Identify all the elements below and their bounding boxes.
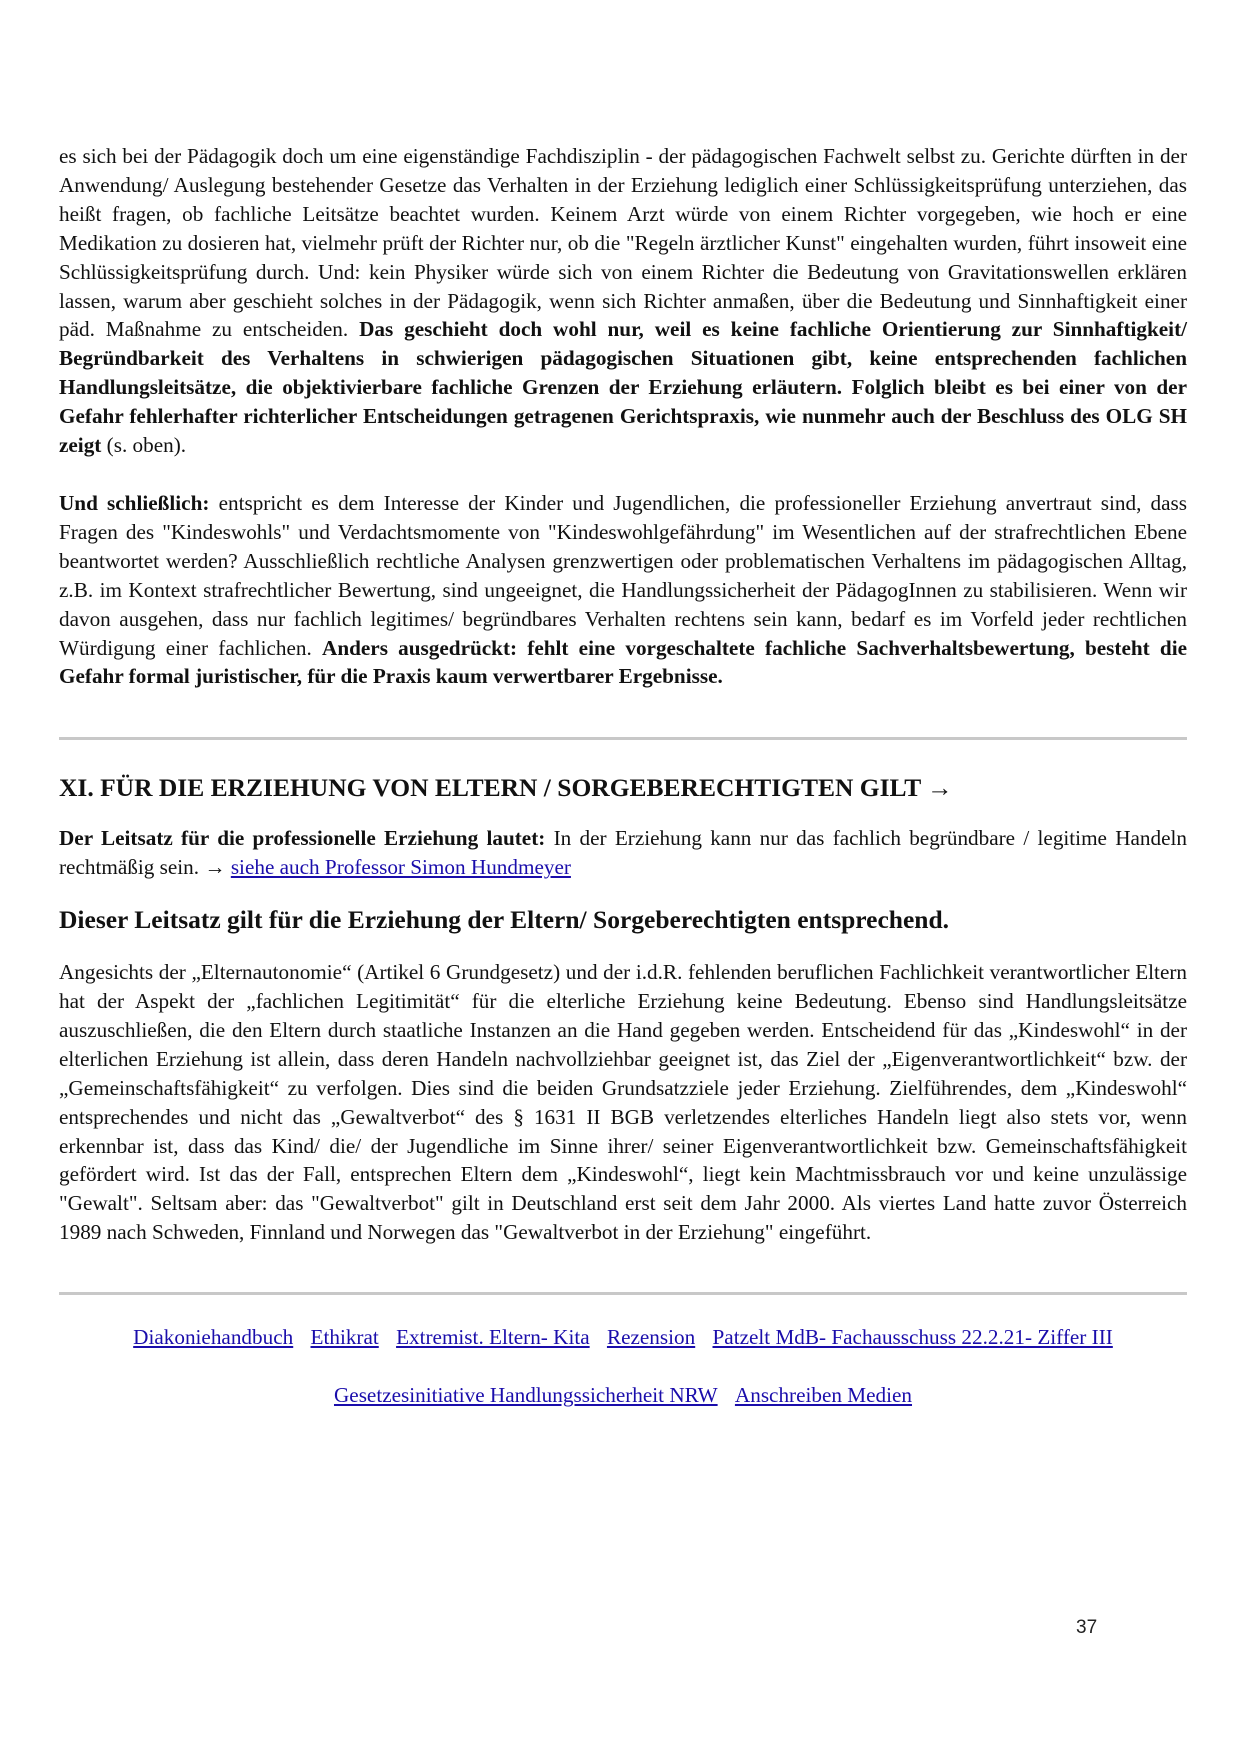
section-heading: XI. FÜR DIE ERZIEHUNG VON ELTERN / SORGEBERECHTIGTEN GILT → bbox=[59, 773, 953, 803]
paragraph-1 bbox=[59, 142, 1187, 460]
link-diakoniehandbuch[interactable]: Diakoniehandbuch bbox=[133, 1325, 294, 1350]
leitsatz-paragraph bbox=[59, 824, 1187, 882]
link-anschreiben-medien[interactable]: Anschreiben Medien bbox=[734, 1383, 913, 1408]
link-patzelt-mdb[interactable]: Patzelt MdB- Fachausschuss 22.2.21- Ziffer III bbox=[712, 1325, 1113, 1350]
section-subheading: Dieser Leitsatz gilt für die Erziehung der Eltern/ Sorgeberechtigten entsprechend. bbox=[59, 905, 950, 935]
hundmeyer-link[interactable]: siehe auch Professor Simon Hundmeyer bbox=[230, 855, 571, 880]
page-content bbox=[59, 142, 1187, 1410]
paragraph-2-bold: Anders ausgedrückt: fehlt eine vorgeschaltete fachliche Sachverhaltsbewertung, besteht die Gefahr formal juristischer, für die Praxis kaum verwertbarer Ergebnisse. bbox=[59, 635, 1188, 689]
paragraph-2-lead: Und schließlich: bbox=[59, 490, 210, 515]
paragraph-1-ref: (s. oben). bbox=[106, 433, 187, 458]
links-row-1 bbox=[59, 1323, 1187, 1352]
links-row-2 bbox=[59, 1381, 1187, 1410]
leitsatz-label: Der Leitsatz für die professionelle Erziehung lautet: bbox=[59, 826, 546, 851]
leitsatz-text: In der Erziehung kann nur das fachlich begründbare / legitime Handeln rechtmäßig sein. → bbox=[59, 826, 1188, 880]
paragraph-1-text: es sich bei der Pädagogik doch um eine eigenständige Fachdisziplin - der pädagogischen Fachwelt selbst zu. Gerichte dürften in der Anwendung/ Auslegung bestehender Gesetze das Verhalten in der Erziehung lediglich einer Schlüssigkeitsprüfung unterziehen, das heißt fragen, ob fachliche Leitsätze beachtet wurden. Keinem Arzt würde von einem Richter vorgegeben, wie hoch er eine Medikation zu dosieren hat, vielmehr prüft der Richter nur, ob die "Regeln ärztlicher Kunst" eingehalten wurden, führt insoweit eine Schlüssigkeitsprüfung durch. Und: kein Physiker würde sich von einem Richter die Bedeutung von Gravitationswellen erklären lassen, warum aber geschieht solches in der Pädagogik, wenn sich Richter anmaßen, über die Bedeutung und Sinnhaftigkeit einer päd. Maßnahme zu entscheiden. bbox=[59, 144, 1187, 342]
page-number: 37 bbox=[1076, 1617, 1098, 1638]
link-rezension[interactable]: Rezension bbox=[606, 1325, 696, 1350]
section-body: Angesichts der „Elternautonomie“ (Artikel 6 Grundgesetz) und der i.d.R. fehlenden beruflichen Fachlichkeit verantwortlicher Eltern hat der Aspekt der „fachlichen Legitimität“ für die elterliche Erziehung keine Bedeutung. Ebenso sind Handlungsleitsätze auszuschließen, die den Eltern durch staatliche Instanzen an die Hand gegeben werden. Entscheidend für das „Kindeswohl“ in der elterlichen Erziehung ist allein, dass deren Handeln nachvollziehbar geeignet ist, das Ziel der „Eigenverantwortlichkeit“ bzw. der „Gemeinschaftsfähigkeit“ zu verfolgen. Dies sind die beiden Grundsatzziele jeder Erziehung. Zielführendes, dem „Kindeswohl“ entsprechendes und nicht das „Gewaltverbot“ des § 1631 II BGB verletzendes elterliches Handeln liegt also stets vor, wenn erkennbar ist, dass das Kind/ die/ der Jugendliche im Sinne ihrer/ seiner Eigenverantwortlichkeit bzw. Gemeinschaftsfähigkeit gefördert wird. Ist das der Fall, entsprechen Eltern dem „Kindeswohl“, liegt kein Machtmissbrauch vor und keine unzulässige "Gewalt". Seltsam aber: das "Gewaltverbot" gilt in Deutschland erst seit dem Jahr 2000. Als viertes Land hatte zuvor Österreich 1989 nach Schweden, Finnland und Norwegen das "Gewaltverbot in der Erziehung" eingeführt. bbox=[59, 960, 1187, 1245]
link-ethikrat[interactable]: Ethikrat bbox=[310, 1325, 379, 1350]
link-gesetzesinitiative[interactable]: Gesetzesinitiative Handlungssicherheit NRW bbox=[333, 1383, 718, 1408]
paragraph-1-bold: Das geschieht doch wohl nur, weil es keine fachliche Orientierung zur Sinnhaftigkeit/ Begründbarkeit des Verhaltens in schwierigen pädagogischen Situationen gibt, keine entsprechenden fachlichen Handlungsleitsätze, die objektivierbare fachliche Grenzen der Erziehung erläutern. Folglich bleibt es bei einer von der Gefahr fehlerhafter richterlicher Entscheidungen getragenen Gerichtspraxis, wie nunmehr auch der Beschluss des OLG SH zeigt bbox=[59, 317, 1188, 458]
paragraph-2-text: entspricht es dem Interesse der Kinder und Jugendlichen, die professioneller Erziehung anvertraut sind, dass Fragen des "Kindeswohls" und Verdachtsmomente von "Kindeswohlgefährdung" im Wesentlichen auf der strafrechtlichen Ebene beantwortet werden? Ausschließlich rechtliche Analysen grenzwertigen oder problematischen Verhaltens im pädagogischen Alltag, z.B. im Kontext strafrechtlicher Bewertung, sind ungeeignet, die Handlungssicherheit der PädagogInnen zu stabilisieren. Wenn wir davon ausgehen, dass nur fachlich legitimes/ begründbares Verhalten rechtens sein kann, bedarf es im Vorfeld jeder rechtlichen Würdigung einer fachlichen. bbox=[59, 490, 1188, 660]
link-extremist-eltern-kita[interactable]: Extremist. Eltern- Kita bbox=[396, 1325, 590, 1350]
paragraph-2 bbox=[59, 489, 1187, 691]
